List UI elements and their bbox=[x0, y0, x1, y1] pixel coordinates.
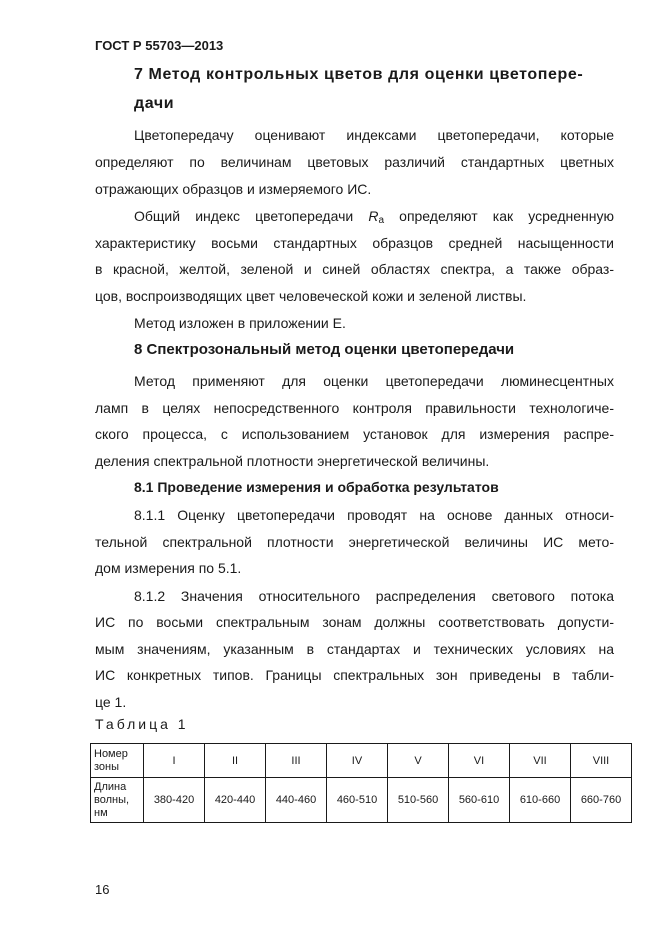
wavelength-cell: 660-760 bbox=[571, 778, 632, 823]
s7-p2-line-2: характеристику восьми стандартных образцов средней насыщенности bbox=[95, 235, 614, 251]
p811-line-3: дом измерения по 5.1. bbox=[95, 560, 242, 576]
wavelength-cell: 380-420 bbox=[144, 778, 205, 823]
s7-p2-line-4: цов, воспроизводящих цвет человеческой кожи и зеленой листвы. bbox=[95, 288, 527, 304]
s8-p1-line-3: ского процесса, с использованием установок для измерения распре- bbox=[95, 426, 614, 442]
section-7-title-line-2: дачи bbox=[134, 95, 175, 112]
zone-cell: III bbox=[266, 744, 327, 778]
wavelength-cell: 560-610 bbox=[449, 778, 510, 823]
subsection-8-1-title: 8.1 Проведение измерения и обработка результатов bbox=[134, 479, 499, 495]
p812-line-1: 8.1.2 Значения относительного распределения светового потока bbox=[134, 588, 614, 604]
zone-cell: VII bbox=[510, 744, 571, 778]
wavelength-cell: 460-510 bbox=[327, 778, 388, 823]
s7-p2-line-3: в красной, желтой, зеленой и синей областях спектра, а также образ- bbox=[95, 261, 614, 277]
p811-line-1: 8.1.1 Оценку цветопередачи проводят на основе данных относи- bbox=[134, 507, 614, 523]
table-row-wavelengths bbox=[91, 778, 632, 823]
p812-line-3: мым значениям, указанным в стандартах и технических условиях на bbox=[95, 641, 614, 657]
wavelength-cell: 610-660 bbox=[510, 778, 571, 823]
s8-p1-line-2: ламп в целях непосредственного контроля правильности технологиче- bbox=[95, 400, 614, 416]
page-number: 16 bbox=[95, 882, 110, 897]
s7-p1-line-1: Цветопередачу оценивают индексами цветопередачи, которые bbox=[134, 127, 614, 143]
section-8-title: 8 Спектрозональный метод оценки цветопередачи bbox=[134, 341, 515, 358]
section-7-title-line-1: 7 Метод контрольных цветов для оценки цветопере- bbox=[134, 66, 584, 83]
p811-line-2: тельной спектральной плотности энергетической величины ИС мето- bbox=[95, 534, 614, 550]
zone-cell: II bbox=[205, 744, 266, 778]
s8-p1-line-4: деления спектральной плотности энергетической величины. bbox=[95, 453, 490, 469]
ra-symbol: R bbox=[368, 208, 379, 224]
s7-p1-line-3: отражающих образцов и измеряемого ИС. bbox=[95, 181, 372, 197]
row-header-zone-number: Номер зоны bbox=[91, 744, 144, 778]
zone-cell: VIII bbox=[571, 744, 632, 778]
wavelength-cell: 440-460 bbox=[266, 778, 327, 823]
table-caption: Таблица 1 bbox=[95, 716, 189, 732]
zone-cell: I bbox=[144, 744, 205, 778]
s8-p1-line-1: Метод применяют для оценки цветопередачи люминесцентных bbox=[134, 373, 614, 389]
p812-line-2: ИС по восьми спектральным зонам должны соответствовать допусти- bbox=[95, 614, 614, 630]
s7-p2-line-1-after: определяют как усредненную bbox=[399, 208, 615, 224]
ra-subscript: a bbox=[378, 215, 385, 226]
s7-p3: Метод изложен в приложении Е. bbox=[134, 315, 346, 331]
zone-cell: IV bbox=[327, 744, 388, 778]
p812-line-5: це 1. bbox=[95, 694, 127, 710]
s7-p2-line-1 bbox=[134, 207, 614, 230]
table-row-zones bbox=[91, 744, 632, 778]
zone-cell: VI bbox=[449, 744, 510, 778]
s7-p2-line-1-before: Общий индекс цветопередачи bbox=[134, 208, 354, 224]
spectral-zones-table bbox=[90, 743, 632, 823]
wavelength-cell: 510-560 bbox=[388, 778, 449, 823]
zone-cell: V bbox=[388, 744, 449, 778]
row-header-wavelength: Длина волны, нм bbox=[91, 778, 144, 823]
s7-p1-line-2: определяют по величинам цветовых различий стандартных цветных bbox=[95, 154, 614, 170]
document-header: ГОСТ Р 55703—2013 bbox=[95, 38, 224, 53]
p812-line-4: ИС конкретных типов. Границы спектральных зон приведены в табли- bbox=[95, 667, 614, 683]
wavelength-cell: 420-440 bbox=[205, 778, 266, 823]
